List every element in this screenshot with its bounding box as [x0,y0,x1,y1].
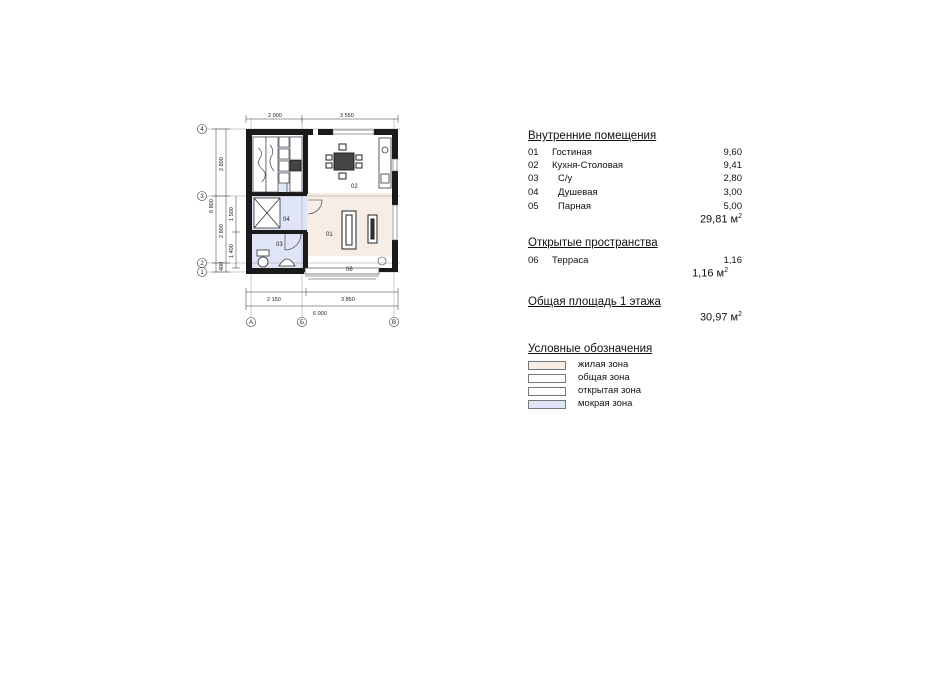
room-number: 03 [528,173,539,184]
dim-bottom-1: 2 150 [267,297,281,303]
open-total [692,267,728,280]
legend-swatch [528,361,566,370]
dim-bottom-total: 6 000 [313,311,327,317]
room-number: 02 [528,160,539,171]
dim-top-2: 3 550 [340,113,354,119]
axis-col-v: В [391,320,397,326]
room-tag-05: 05 [280,164,287,170]
room-name: Парная [558,201,592,212]
shower-icon [254,198,280,228]
dim-left-mid-3: 400 [219,261,225,271]
dim-top-1: 2 000 [268,113,282,119]
legend-swatch [528,387,566,396]
legend-label: мокрая зона [578,398,633,409]
interior-total [700,213,742,226]
floor-total [700,311,742,324]
stove-icon [290,160,301,171]
area-unit-sup: 2 [738,213,742,220]
room-tag-02: 02 [351,184,358,190]
room-tag-04: 04 [283,217,290,223]
open-title: Открытые пространства [528,237,658,249]
dim-left-outer: 6 800 [209,199,215,213]
legend-label: общая зона [578,372,630,383]
list-item [528,160,742,173]
list-item [528,173,742,186]
room-area: 9,41 [723,160,742,171]
room-area: 5,00 [723,201,742,212]
room-number: 01 [528,147,539,158]
dim-bottom-2: 3 850 [341,297,355,303]
room-number: 04 [528,187,539,198]
axis-col-a: А [248,320,254,326]
axis-row-4: 4 [200,127,204,133]
room-name: Терраса [552,255,589,266]
list-item [528,147,742,160]
room-area: 2,80 [723,173,742,184]
room-area: 9,60 [723,147,742,158]
dim-left-mid-1: 2 800 [219,157,225,171]
legend-swatch [528,374,566,383]
dim-left-inner-2: 1 400 [229,244,235,258]
axis-row-2: 2 [200,261,204,267]
room-area: 3,00 [723,187,742,198]
room-name: Гостиная [552,147,592,158]
list-item [528,187,742,200]
dim-left-inner-1: 1 500 [229,207,235,221]
area-unit-sup: 2 [724,267,728,274]
legend-swatch [528,400,566,409]
floor-total-value: 30,97 м [699,311,739,324]
room-number: 06 [528,255,539,266]
open-total-value: 1,16 м [692,267,725,280]
room-name: Душевая [558,187,598,198]
room-tag-01: 01 [326,232,333,238]
dim-left-mid-2: 2 800 [219,224,225,238]
legend-label: открытая зона [578,385,642,396]
axis-col-b: Б [300,320,304,326]
room-name: С/у [558,173,573,184]
axis-row-1: 1 [200,270,204,276]
interior-title: Внутренние помещения [528,130,657,142]
floor-total-title: Общая площадь 1 этажа [528,296,661,308]
room-tag-03: 03 [276,242,283,248]
symbols-title: Условные обозначения [528,343,653,355]
axis-row-3: 3 [200,194,204,200]
area-unit-sup: 2 [738,311,742,318]
room-name: Кухня-Столовая [552,160,624,171]
room-number: 05 [528,201,539,212]
interior-total-value: 29,81 м [699,213,739,226]
legend-label: жилая зона [578,359,629,370]
room-tag-06: 06 [346,267,353,273]
room-area: 1,16 [723,255,742,266]
